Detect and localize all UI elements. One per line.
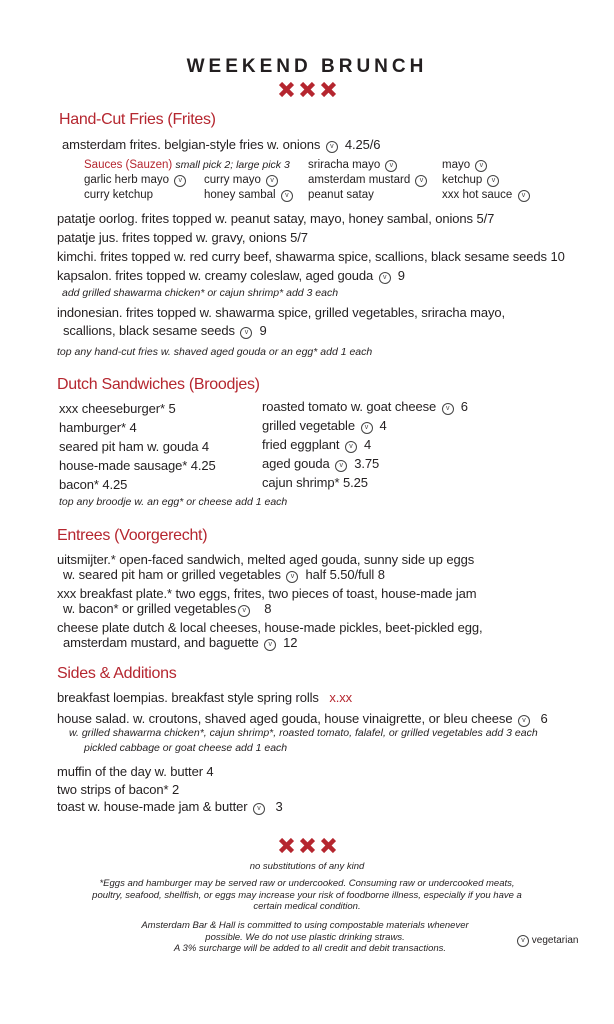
sandwich-item: roasted tomato w. goat cheese v 6 [262, 399, 468, 414]
vegetarian-icon: v [286, 571, 298, 583]
vegetarian-icon: v [326, 141, 338, 153]
kapsalon-addon-note: add grilled shawarma chicken* or cajun shrimp* add 3 each [62, 287, 339, 299]
sauce-item: garlic herb mayo v [84, 174, 186, 187]
entree-breakfast-plate: xxx breakfast plate.* two eggs, frites, two pieces of toast, house-made jam [57, 586, 477, 601]
x-mark-icon [321, 838, 336, 853]
vegetarian-icon: v [361, 422, 373, 434]
menu-item-patatje-jus: patatje jus. frites topped w. gravy, onions 5/7 [57, 230, 308, 245]
vegetarian-icon: v [335, 460, 347, 472]
section-heading-entrees: Entrees (Voorgerecht) [57, 527, 208, 544]
sauce-item: peanut satay [308, 189, 374, 201]
x-mark-icon [279, 82, 294, 97]
no-substitutions-note: no substitutions of any kind [249, 861, 365, 872]
sandwich-item: bacon* 4.25 [59, 477, 128, 492]
side-bacon: two strips of bacon* 2 [57, 782, 180, 797]
vegetarian-icon: v [442, 403, 454, 415]
vegetarian-icon: v [385, 160, 397, 172]
compostable-note: Amsterdam Bar & Hall is committed to using compostable materials whenever possible. We do not use plastic drinking straws. [141, 920, 469, 943]
x-mark-icon [300, 82, 315, 97]
sandwich-item: hamburger* 4 [59, 420, 137, 435]
vegetarian-icon: v [253, 803, 265, 815]
section-heading-sides: Sides & Additions [57, 665, 177, 682]
vegetarian-icon: v [475, 160, 487, 172]
surcharge-note: A 3% surcharge will be added to all credit and debit transactions. [173, 943, 447, 954]
raw-food-warning: *Eggs and hamburger may be served raw or undercooked. Consuming raw or undercooked meats, poultry, seafood, shellfish, or eggs may increase your risk of foodborne illness, especially if you have a certain medical condition. [92, 878, 522, 912]
sandwich-item: seared pit ham w. gouda 4 [59, 439, 209, 454]
sandwich-item: xxx cheeseburger* 5 [59, 401, 176, 416]
salad-addon-note: w. grilled shawarma chicken*, cajun shrimp*, roasted tomato, falafel, or grilled vegetables add 3 each [69, 727, 538, 739]
sauce-item: curry mayo v [204, 174, 278, 187]
sauce-item: ketchup v [442, 174, 499, 187]
section-heading-sandwiches: Dutch Sandwiches (Broodjes) [57, 376, 260, 393]
sauce-item: mayo v [442, 159, 487, 172]
salad-addon-note-2: pickled cabbage or goat cheese add 1 each [84, 742, 288, 754]
vegetarian-icon: v [281, 190, 293, 202]
sandwich-item: cajun shrimp* 5.25 [262, 475, 368, 490]
vegetarian-icon: v [415, 175, 427, 187]
entree-uitsmijter-cont: w. seared pit ham or grilled vegetables v half 5.50/full 8 [63, 567, 385, 582]
vegetarian-icon: v [518, 715, 530, 727]
vegetarian-icon: v [174, 175, 186, 187]
vegetarian-icon: v [345, 441, 357, 453]
sandwich-item: aged gouda v 3.75 [262, 456, 380, 471]
section-heading-fries: Hand-Cut Fries (Frites) [59, 111, 216, 128]
vegetarian-icon: v [238, 605, 250, 617]
xxx-logo-top [0, 82, 614, 97]
vegetarian-legend: v vegetarian [515, 935, 578, 947]
sauce-item: sriracha mayo v [308, 159, 397, 172]
sauce-item: amsterdam mustard v [308, 174, 427, 187]
menu-item-indonesian-cont: scallions, black sesame seeds v 9 [63, 323, 267, 338]
xxx-logo-bottom [0, 838, 614, 853]
menu-item-indonesian: indonesian. frites topped w. shawarma spice, grilled vegetables, sriracha mayo, [57, 305, 506, 320]
side-loempias: breakfast loempias. breakfast style spring rolls x.xx [57, 690, 353, 705]
side-muffin: muffin of the day w. butter 4 [57, 764, 214, 779]
sauce-item: curry ketchup [84, 189, 154, 201]
vegetarian-icon: v [266, 175, 278, 187]
entree-breakfast-plate-cont: w. bacon* or grilled vegetables v 8 [63, 601, 272, 616]
sandwich-item: house-made sausage* 4.25 [59, 458, 216, 473]
vegetarian-icon: v [518, 190, 530, 202]
entree-cheese-plate: cheese plate dutch & local cheeses, house-made pickles, beet-pickled egg, [57, 620, 483, 635]
menu-title: WEEKEND BRUNCH [186, 56, 428, 77]
sauce-item: honey sambal v [204, 189, 293, 202]
entree-cheese-plate-cont: amsterdam mustard, and baguette v 12 [63, 635, 298, 650]
sauces-label: Sauces (Sauzen) small pick 2; large pick 3 [84, 159, 290, 171]
sandwich-item: grilled vegetable v 4 [262, 418, 387, 433]
menu-item-patatje-oorlog: patatje oorlog. frites topped w. peanut satay, mayo, honey sambal, onions 5/7 [57, 211, 495, 226]
menu-item-kapsalon: kapsalon. frites topped w. creamy coleslaw, aged gouda v 9 [57, 268, 405, 283]
fries-topping-note: top any hand-cut fries w. shaved aged gouda or an egg* add 1 each [57, 346, 373, 358]
entree-uitsmijter: uitsmijter.* open-faced sandwich, melted aged gouda, sunny side up eggs [57, 552, 475, 567]
vegetarian-icon: v [379, 272, 391, 284]
sandwich-item: fried eggplant v 4 [262, 437, 372, 452]
x-mark-icon [279, 838, 294, 853]
x-mark-icon [321, 82, 336, 97]
menu-item-kimchi: kimchi. frites topped w. red curry beef, shawarma spice, scallions, black sesame seeds 10 [57, 249, 565, 264]
side-toast: toast w. house-made jam & butter v 3 [57, 799, 283, 814]
vegetarian-icon: v [240, 327, 252, 339]
side-house-salad: house salad. w. croutons, shaved aged gouda, house vinaigrette, or bleu cheese v 6 [57, 711, 548, 726]
sauce-item: xxx hot sauce v [442, 189, 530, 202]
vegetarian-icon: v [264, 639, 276, 651]
sandwich-topping-note: top any broodje w. an egg* or cheese add 1 each [59, 496, 288, 508]
vegetarian-icon: v [517, 935, 529, 947]
menu-item-amsterdam-frites: amsterdam frites. belgian-style fries w. onions v 4.25/6 [62, 137, 381, 152]
vegetarian-icon: v [487, 175, 499, 187]
x-mark-icon [300, 838, 315, 853]
